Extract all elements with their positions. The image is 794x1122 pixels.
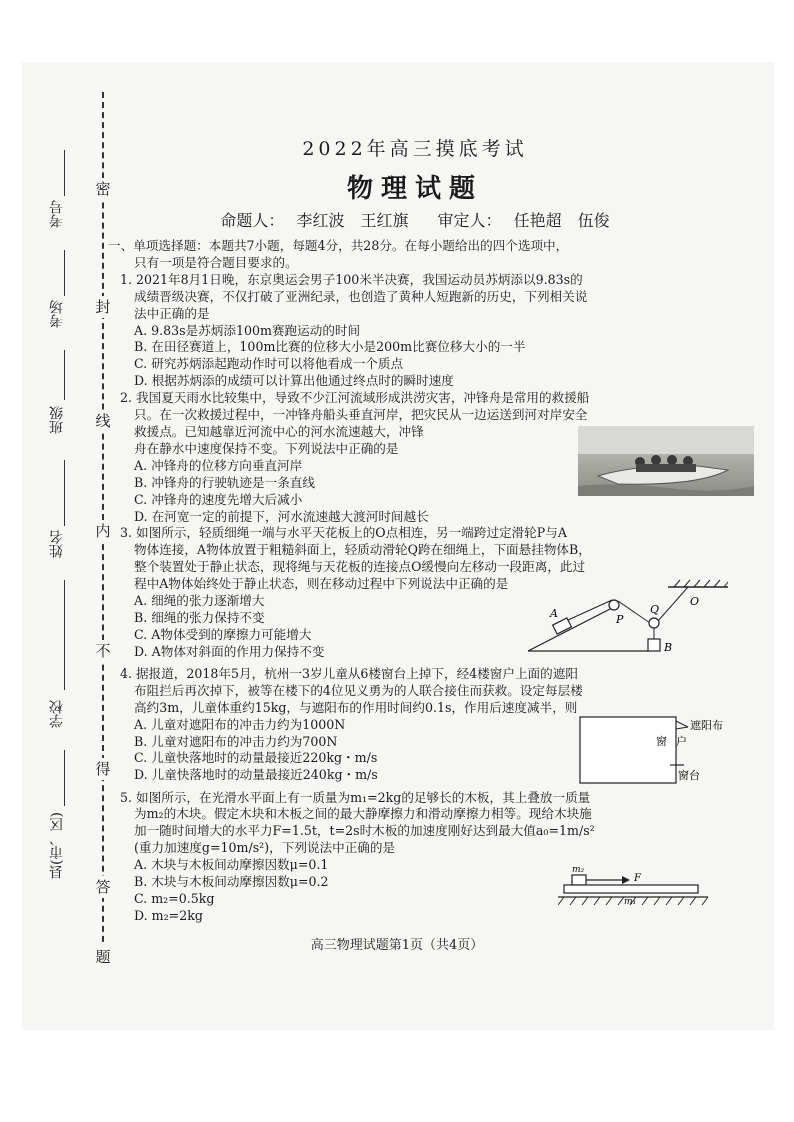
q3-option-a: A. 细绳的张力逐渐增大 xyxy=(134,593,265,609)
sill-label: 窗台 xyxy=(678,768,700,782)
q2-option-c: C. 冲锋舟的速度先增大后减小 xyxy=(134,491,303,507)
q2-option-a: A. 冲锋舟的位移方向垂直河岸 xyxy=(134,457,303,473)
seal-char: 得 xyxy=(92,758,114,780)
exam-number-field: 考号 xyxy=(49,200,65,228)
window-label: 窗 xyxy=(656,734,667,748)
seal-char: 线 xyxy=(92,410,114,432)
q5-option-b: B. 木块与木板间动摩擦因数μ=0.2 xyxy=(134,874,329,890)
q5-option-a: A. 木块与木板间动摩擦因数μ=0.1 xyxy=(134,857,329,873)
q2-option-b: B. 冲锋舟的行驶轨迹是一条直线 xyxy=(134,474,315,490)
seal-char: 答 xyxy=(92,876,114,898)
q4-stem: 布阻拦后再次掉下，被等在楼下的4位见义勇为的人联合接住而获救。设定每层楼 xyxy=(134,682,583,698)
awning-figure xyxy=(578,715,728,790)
q4-stem: 高约3m，儿童体重约15kg，与遮阳布的作用时间约0.1s，作用后速度减半，则 xyxy=(134,699,578,715)
q1-option-d: D. 根据苏炳添的成绩可以计算出他通过终点时的瞬时速度 xyxy=(134,373,454,389)
q2-stem: 只。在一次救援过程中，一冲锋舟船头垂直河岸，把灾民从一边运送到河对岸安全 xyxy=(134,407,588,423)
q5-stem: (重力加速度g=10m/s²)，下列说法中正确的是 xyxy=(134,840,396,856)
seal-char: 题 xyxy=(92,946,114,968)
label-m2: m₂ xyxy=(572,865,585,876)
q5-option-c: C. m₂=0.5kg xyxy=(134,891,215,906)
q1-stem: 法中正确的是 xyxy=(134,305,210,321)
q3-option-b: B. 细绳的张力保持不变 xyxy=(134,609,265,625)
q1-option-c: C. 研究苏炳添起跑动作时可以将他看成一个质点 xyxy=(134,356,404,372)
q1-option-b: B. 在田径赛道上，100m比赛的位移大小是200m比赛位移大小的一半 xyxy=(134,339,526,355)
name-field: 姓名 xyxy=(49,530,65,558)
awning-label: 遮阳布 xyxy=(690,718,723,732)
label-p: P xyxy=(616,613,624,627)
label-m1: m₁ xyxy=(624,897,637,908)
pulley-figure xyxy=(528,579,728,666)
exam-title: 2022年高三摸底考试 xyxy=(302,138,528,160)
reviewer-label: 审定人： 任艳超 伍俊 xyxy=(437,211,610,230)
field-underline xyxy=(64,250,65,296)
section-title: 一、单项选择题：本题共7小题，每题4分，共28分。在每小题给出的四个选项中， xyxy=(108,238,569,253)
label-b: B xyxy=(664,641,673,655)
q1-stem: 1. 2021年8月1日晚，东京奥运会男子100米半决赛，我国运动员苏炳添以9.83s的 xyxy=(120,271,583,287)
q3-stem: 程中A物体始终处于静止状态，则在移动过程中下列说法中正确的是 xyxy=(134,576,509,592)
page-footer: 高三物理试题第1页（共4页） xyxy=(310,938,484,953)
label-q: Q xyxy=(650,603,660,617)
q4-option-a: A. 儿童对遮阳布的冲击力约为1000N xyxy=(134,716,346,732)
q3-stem: 物体连接，A物体放置于粗糙斜面上，轻质动滑轮Q跨在细绳上，下面悬挂物体B， xyxy=(134,542,591,558)
question-body xyxy=(108,238,763,925)
field-underline xyxy=(64,460,65,526)
q5-stem: 为m₂的木块。假定木块和木板之间的最大静摩擦力和滑动摩擦力相等。现给木块施 xyxy=(134,806,592,822)
field-underline xyxy=(64,580,65,690)
q2-stem: 2. 我国夏天雨水比较集中，导致不少江河流域形成洪涝灾害，冲锋舟是常用的救援船 xyxy=(120,390,590,406)
q1-option-a: A. 9.83s是苏炳添100m赛跑运动的时间 xyxy=(134,322,361,338)
author-line xyxy=(120,208,710,231)
q3-option-c: C. A物体受到的摩擦力可能增大 xyxy=(134,626,312,642)
q3-option-d: D. A物体对斜面的作用力保持不变 xyxy=(134,643,325,659)
q3-stem: 整个装置处于静止状态，现将绳与天花板的连接点O缓慢向左移动一段距离，此过 xyxy=(134,559,586,575)
label-a: A xyxy=(550,607,558,621)
label-f: F xyxy=(634,873,641,885)
field-underline xyxy=(64,350,65,400)
school-field: 学校 xyxy=(49,700,65,728)
q2-stem: 舟在静水中速度保持不变。下列说法中正确的是 xyxy=(134,440,399,456)
q5-stem: 5. 如图所示，在光滑水平面上有一质量为m₁=2kg的足够长的木板，其上叠放一质量 xyxy=(120,789,591,805)
label-o: O xyxy=(690,595,700,609)
seal-char: 密 xyxy=(92,178,114,200)
seal-char: 内 xyxy=(92,520,114,542)
subject-title: 物理试题 xyxy=(346,174,483,204)
seal-char: 不 xyxy=(92,640,114,662)
block-board-figure xyxy=(558,859,718,914)
q4-option-d: D. 儿童快落地时的动量最接近240kg・m/s xyxy=(134,767,378,783)
household-label: 户 xyxy=(676,734,687,748)
q3-stem: 3. 如图所示，轻质细绳一端与水平天花板上的O点相连，另一端跨过定滑轮P与A xyxy=(120,525,567,541)
field-underline xyxy=(64,750,65,806)
setter-label: 命题人： 李红波 王红旗 xyxy=(220,211,409,230)
section-title-cont: 只有一项是符合题目要求的。 xyxy=(134,254,298,270)
rescue-boat-photo xyxy=(578,426,754,496)
class-field: 班级 xyxy=(49,406,65,434)
q4-stem: 4. 据报道，2018年5月，杭州一3岁儿童从6楼窗台上掉下，经4楼窗户上面的遮阳 xyxy=(120,665,578,681)
field-underline xyxy=(64,150,65,196)
county-field: 县(市、区) xyxy=(49,812,65,879)
q2-stem: 救援点。已知越靠近河流中心的河水流速越大，冲锋 xyxy=(134,423,424,439)
exam-room-field: 考场 xyxy=(49,300,65,328)
q4-option-b: B. 儿童对遮阳布的冲击力约为700N xyxy=(134,733,338,749)
seal-char: 封 xyxy=(92,296,114,318)
q1-stem: 成绩晋级决赛，不仅打破了亚洲纪录，也创造了黄种人短跑新的历史，下列相关说 xyxy=(134,288,588,304)
q4-option-c: C. 儿童快落地时的动量最接近220kg・m/s xyxy=(134,750,378,766)
q5-option-d: D. m₂=2kg xyxy=(134,907,203,923)
q5-stem: 加一随时间增大的水平力F=1.5t，t=2s时木板的加速度刚好达到最大值a₀=1m/s² xyxy=(134,823,595,839)
q2-option-d: D. 在河宽一定的前提下，河水流速越大渡河时间越长 xyxy=(134,508,429,524)
